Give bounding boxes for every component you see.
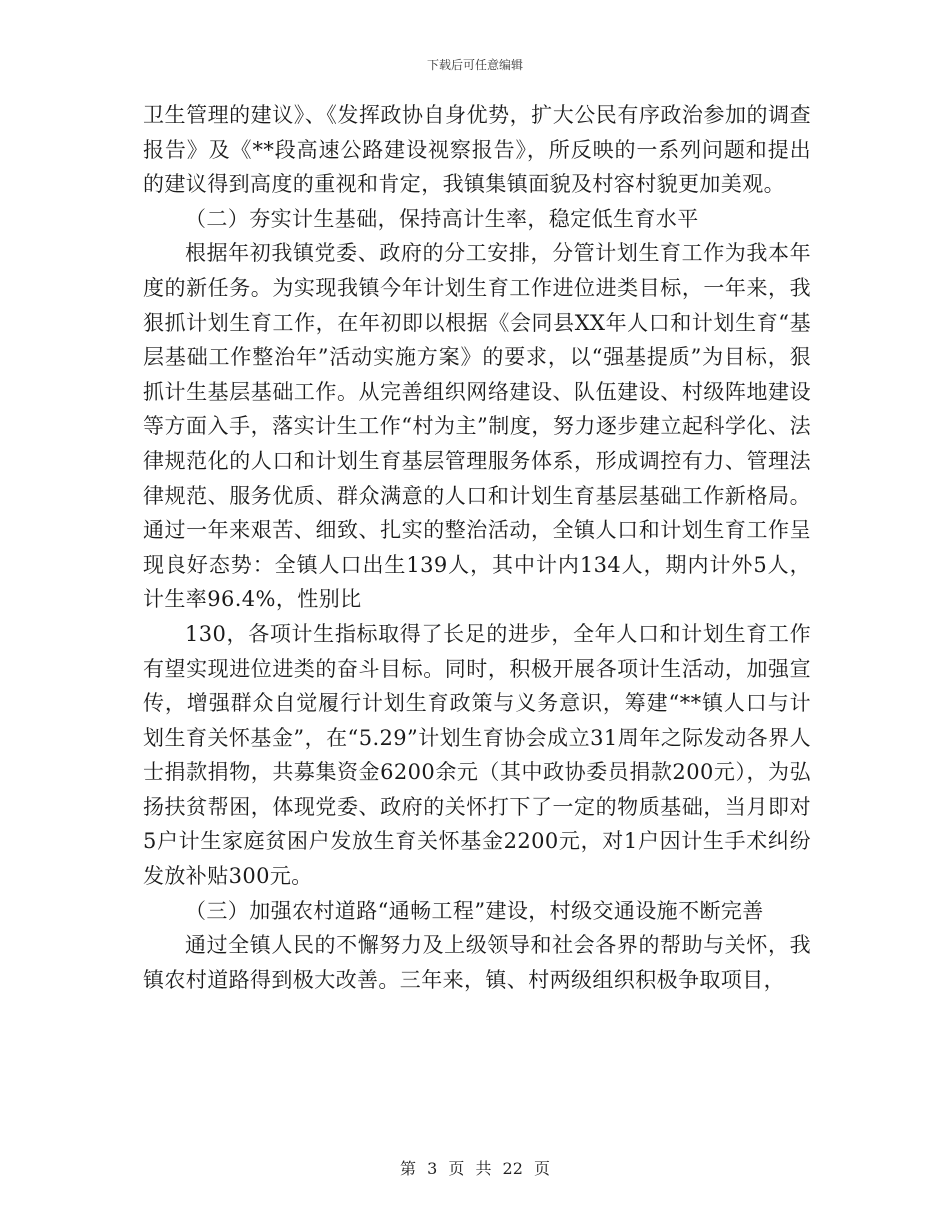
- paragraph-continuation: 卫生管理的建议》、《发挥政协自身优势，扩大公民有序政治参加的调查报告》及《**段高速公路建设视察报告》，所反映的一系列问题和提出的建议得到高度的重视和肯定，我镇集镇面貌及村容村貌更加美观。: [143, 103, 811, 197]
- paragraph-family-planning: 根据年初我镇党委、政府的分工安排，分管计划生育工作为我本年度的新任务。为实现我镇今年计划生育工作进位进类目标，一年来，我狠抓计划生育工作，在年初即以根据《会同县XX年人口和计划生育“基层基础工作整治年”活动实施方案》的要求，以“强基提质”为目标，狠抓计生基层基础工作。从完善组织网络建设、队伍建设、村级阵地建设等方面入手，落实计生工作“村为主”制度，努力逐步建立起科学化、法律规范化的人口和计划生育基层管理服务体系，形成调控有力、管理法律规范、服务优质、群众满意的人口和计划生育基层基础工作新格局。通过一年来艰苦、细致、扎实的整治活动，全镇人口和计划生育工作呈现良好态势：全镇人口出生139人，其中计内134人，期内计外5人，计生率96.4%，性别比: [143, 241, 811, 612]
- document-body: [143, 98, 811, 997]
- section-heading-three: （三）加强农村道路“通畅工程”建设，村级交通设施不断完善: [185, 898, 764, 923]
- header-note: 下载后可任意编辑: [426, 58, 523, 72]
- section-heading-two: （二）夯实计生基础，保持高计生率，稳定低生育水平: [185, 206, 699, 231]
- paragraph-rural-roads: 通过全镇人民的不懈努力及上级领导和社会各界的帮助与关怀，我镇农村道路得到极大改善。三年来，镇、村两级组织积极争取项目，: [143, 933, 811, 992]
- paragraph-family-planning-continued: 130，各项计生指标取得了长足的进步，全年人口和计划生育工作有望实现进位进类的奋斗目标。同时，积极开展各项计生活动，加强宣传，增强群众自觉履行计划生育政策与义务意识，筹建“**镇人口与计划生育关怀基金”，在“5.29”计划生育协会成立31周年之际发动各界人士捐款捐物，共募集资金6200余元（其中政协委员捐款200元），为弘扬扶贫帮困，体现党委、政府的关怀打下了一定的物质基础，当月即对5户计生家庭贫困户发放生育关怀基金2200元，对1户因计生手术纠纷发放补贴300元。: [143, 621, 811, 889]
- page-number-footer: 第 3 页 共 22 页: [400, 1159, 550, 1178]
